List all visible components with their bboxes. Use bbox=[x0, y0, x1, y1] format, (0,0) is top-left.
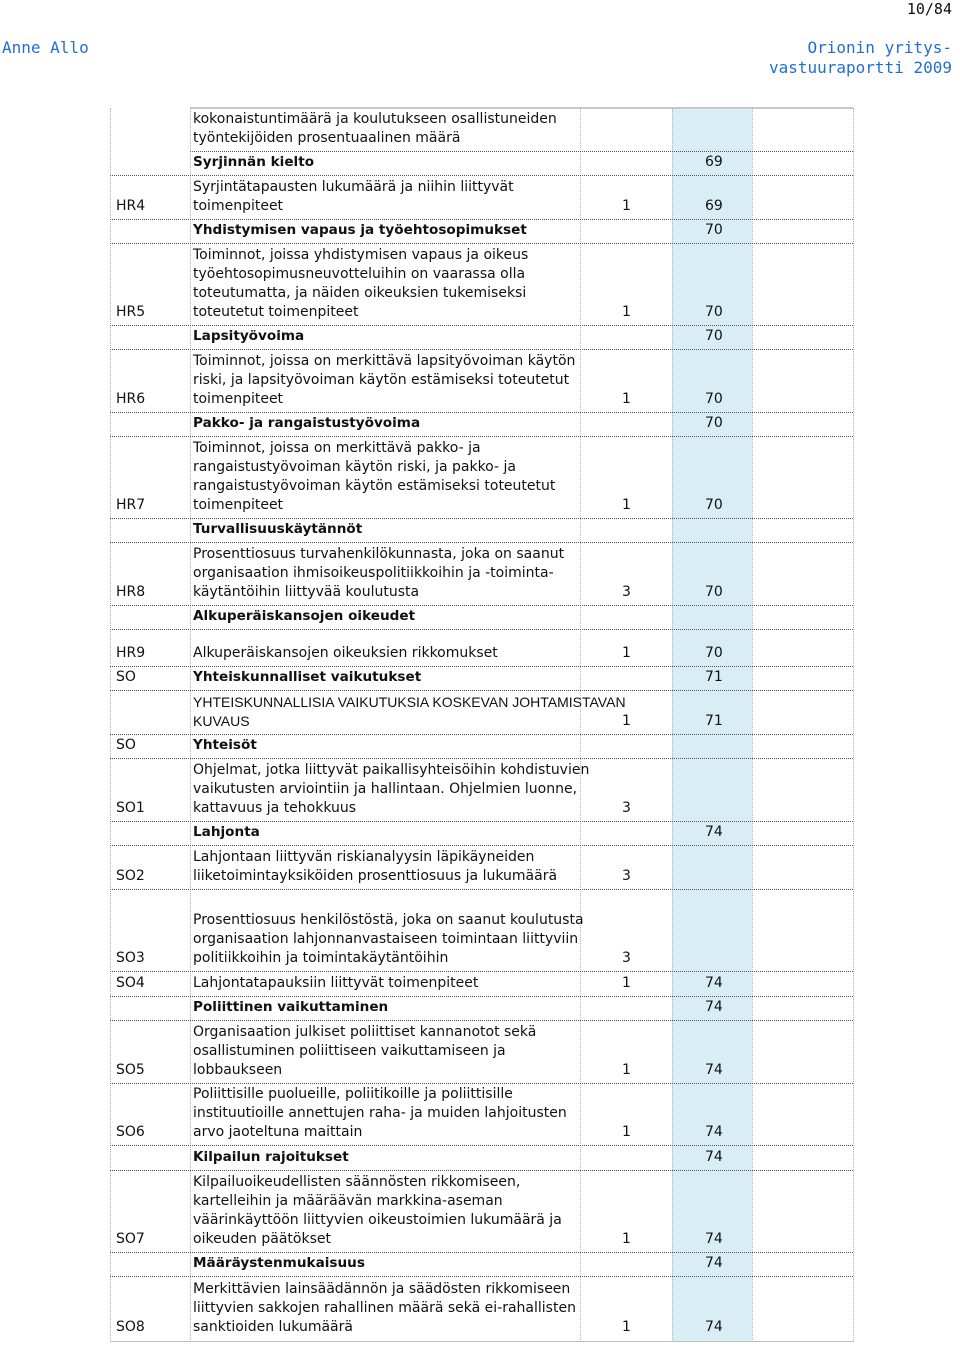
indicator-code: SO6 bbox=[116, 1124, 145, 1140]
indicator-code: HR6 bbox=[116, 391, 146, 407]
indicator-description: Toiminnot, joissa on merkittävä pakko- ja rangaistustyövoiman käytön riski, ja pakko- ja rangaistustyövoiman käytön estämiseksi toteutetut toimenpiteet bbox=[193, 440, 556, 513]
section-heading: Määräystenmukaisuus bbox=[193, 1255, 365, 1271]
indicator-description: Merkittävien lainsäädännön ja säädösten rikkomiseen liittyvien sakkojen rahallinen määrä sekä ei-rahallisten sanktioiden lukumäärä bbox=[193, 1281, 576, 1335]
table-row bbox=[0, 152, 960, 176]
coverage-value: 1 bbox=[622, 198, 631, 214]
page-reference: 70 bbox=[705, 584, 723, 600]
section-heading: Pakko- ja rangaistustyövoima bbox=[193, 415, 421, 431]
section-heading: Lapsityövoima bbox=[193, 328, 305, 344]
table-row bbox=[0, 735, 960, 759]
page-reference: 74 bbox=[705, 999, 723, 1015]
table-row bbox=[0, 759, 960, 822]
indicator-description: Organisaation julkiset poliittiset kannanotot sekä osallistuminen poliittiseen vaikuttamiseen ja lobbaukseen bbox=[193, 1024, 537, 1078]
indicator-description: Syrjintätapausten lukumäärä ja niihin liittyvät toimenpiteet bbox=[193, 179, 514, 214]
section-heading: Lahjonta bbox=[193, 824, 260, 840]
page-reference: 74 bbox=[705, 824, 723, 840]
coverage-value: 1 bbox=[622, 645, 631, 661]
table-row bbox=[0, 437, 960, 519]
indicator-description: Toiminnot, joissa on merkittävä lapsityövoiman käytön riski, ja lapsityövoiman käytön estämiseksi toteutetut toimenpiteet bbox=[193, 353, 576, 407]
table-row bbox=[0, 543, 960, 606]
page-reference: 74 bbox=[705, 1149, 723, 1165]
table-row bbox=[0, 972, 960, 997]
section-heading: Kilpailun rajoitukset bbox=[193, 1149, 349, 1165]
table-row bbox=[0, 691, 960, 735]
indicator-code: HR5 bbox=[116, 304, 146, 320]
indicator-description: Lahjontatapauksiin liittyvät toimenpiteet bbox=[193, 975, 479, 991]
page-reference: 74 bbox=[705, 975, 723, 991]
page-reference: 74 bbox=[705, 1231, 723, 1247]
page-reference: 69 bbox=[705, 154, 723, 170]
table-row bbox=[0, 606, 960, 630]
section-heading: Yhteisöt bbox=[193, 737, 257, 753]
coverage-value: 1 bbox=[622, 713, 631, 729]
coverage-value: 1 bbox=[622, 1319, 631, 1335]
author-name: Anne Allo bbox=[2, 38, 89, 57]
page-reference: 69 bbox=[705, 198, 723, 214]
page-reference: 74 bbox=[705, 1062, 723, 1078]
indicator-description: Alkuperäiskansojen oikeuksien rikkomukset bbox=[193, 645, 498, 661]
indicator-code: SO3 bbox=[116, 950, 145, 966]
coverage-value: 1 bbox=[622, 975, 631, 991]
table-row bbox=[0, 822, 960, 846]
coverage-value: 3 bbox=[622, 584, 631, 600]
page-reference: 71 bbox=[705, 713, 723, 729]
section-heading: Syrjinnän kielto bbox=[193, 154, 315, 170]
table-row bbox=[0, 326, 960, 350]
coverage-value: 3 bbox=[622, 950, 631, 966]
indicator-description: Prosenttiosuus turvahenkilökunnasta, joka on saanut organisaation ihmisoikeuspolitiikkoihin ja -toiminta-käytäntöihin liittyvää koulutusta bbox=[193, 546, 565, 600]
coverage-value: 1 bbox=[622, 1062, 631, 1078]
indicator-code: SO5 bbox=[116, 1062, 145, 1078]
page-reference: 70 bbox=[705, 304, 723, 320]
table-row bbox=[0, 244, 960, 326]
indicator-description: Kilpailuoikeudellisten säännösten rikkomiseen, kartelleihin ja määräävän markkina-aseman väärinkäyttöön liittyvien oikeustoimien lukumäärä ja oikeuden päätökset bbox=[193, 1174, 562, 1247]
indicator-code: HR8 bbox=[116, 584, 146, 600]
table-row bbox=[0, 413, 960, 437]
section-heading: Turvallisuuskäytännöt bbox=[193, 521, 363, 537]
indicator-code: SO7 bbox=[116, 1231, 145, 1247]
indicator-code: SO bbox=[116, 737, 136, 753]
coverage-value: 1 bbox=[622, 1231, 631, 1247]
table-row bbox=[0, 1146, 960, 1171]
indicator-description: Poliittisille puolueille, poliitikoille ja poliittisille instituutioille annettujen raha- ja muiden lahjoitusten arvo jaoteltuna maittain bbox=[193, 1086, 567, 1140]
coverage-value: 3 bbox=[622, 800, 631, 816]
page-reference: 74 bbox=[705, 1255, 723, 1271]
page-reference: 70 bbox=[705, 497, 723, 513]
page-reference: 70 bbox=[705, 645, 723, 661]
coverage-value: 3 bbox=[622, 868, 631, 884]
indicator-code: SO bbox=[116, 669, 136, 685]
report-title: Orionin yritys-vastuuraportti 2009 bbox=[768, 38, 952, 77]
table-row bbox=[0, 890, 960, 972]
indicator-description: Lahjontaan liittyvän riskianalyysin läpikäyneiden liiketoimintayksiköiden prosenttiosuus ja lukumäärä bbox=[193, 849, 558, 884]
table-row bbox=[0, 846, 960, 890]
table-row bbox=[0, 350, 960, 413]
indicator-description: YHTEISKUNNALLISIA VAIKUTUKSIA KOSKEVAN JOHTAMISTAVAN KUVAUS bbox=[193, 694, 626, 729]
table-row bbox=[0, 1171, 960, 1253]
indicator-code: SO1 bbox=[116, 800, 145, 816]
coverage-value: 1 bbox=[622, 497, 631, 513]
indicator-description: Ohjelmat, jotka liittyvät paikallisyhteisöihin kohdistuvien vaikutusten arviointiin ja hallintaan. Ohjelmien luonne, kattavuus ja tehokkuus bbox=[193, 762, 590, 816]
page-reference: 74 bbox=[705, 1124, 723, 1140]
table-row bbox=[0, 1253, 960, 1277]
table-row bbox=[0, 1277, 960, 1341]
table-row bbox=[0, 519, 960, 543]
table-bottom-border bbox=[110, 1341, 853, 1342]
page-number: 10/84 bbox=[906, 0, 952, 18]
indicator-code: HR7 bbox=[116, 497, 146, 513]
coverage-value: 1 bbox=[622, 391, 631, 407]
table-row bbox=[0, 997, 960, 1021]
table-row bbox=[0, 108, 960, 152]
indicator-code: HR9 bbox=[116, 645, 146, 661]
page-reference: 70 bbox=[705, 328, 723, 344]
section-heading: Alkuperäiskansojen oikeudet bbox=[193, 608, 416, 624]
indicator-description: Toiminnot, joissa yhdistymisen vapaus ja oikeus työehtosopimusneuvotteluihin on vaarassa olla toteutumatta, ja näiden oikeuksien tukemiseksi toteutetut toimenpiteet bbox=[193, 247, 529, 320]
section-heading: Poliittinen vaikuttaminen bbox=[193, 999, 389, 1015]
page-reference: 70 bbox=[705, 391, 723, 407]
indicator-code: SO4 bbox=[116, 975, 145, 991]
indicator-code: SO8 bbox=[116, 1319, 145, 1335]
indicator-description: Prosenttiosuus henkilöstöstä, joka on saanut koulutusta organisaation lahjonnanvastaiseen toimintaan liittyviin politiikkoihin ja toimintakäytäntöihin bbox=[193, 912, 584, 966]
indicator-code: SO2 bbox=[116, 868, 145, 884]
table-row bbox=[0, 1084, 960, 1146]
page-reference: 70 bbox=[705, 222, 723, 238]
table-row bbox=[0, 176, 960, 220]
indicator-code: HR4 bbox=[116, 198, 146, 214]
table-row bbox=[0, 667, 960, 691]
coverage-value: 1 bbox=[622, 304, 631, 320]
section-heading: Yhteiskunnalliset vaikutukset bbox=[193, 669, 422, 685]
page-reference: 70 bbox=[705, 415, 723, 431]
page-reference: 74 bbox=[705, 1319, 723, 1335]
indicator-description: kokonaistuntimäärä ja koulutukseen osallistuneiden työntekijöiden prosentuaalinen määrä bbox=[193, 111, 557, 146]
coverage-value: 1 bbox=[622, 1124, 631, 1140]
page-reference: 71 bbox=[705, 669, 723, 685]
table-row bbox=[0, 1021, 960, 1084]
table-row bbox=[0, 220, 960, 244]
section-heading: Yhdistymisen vapaus ja työehtosopimukset bbox=[193, 222, 527, 238]
table-row bbox=[0, 630, 960, 667]
